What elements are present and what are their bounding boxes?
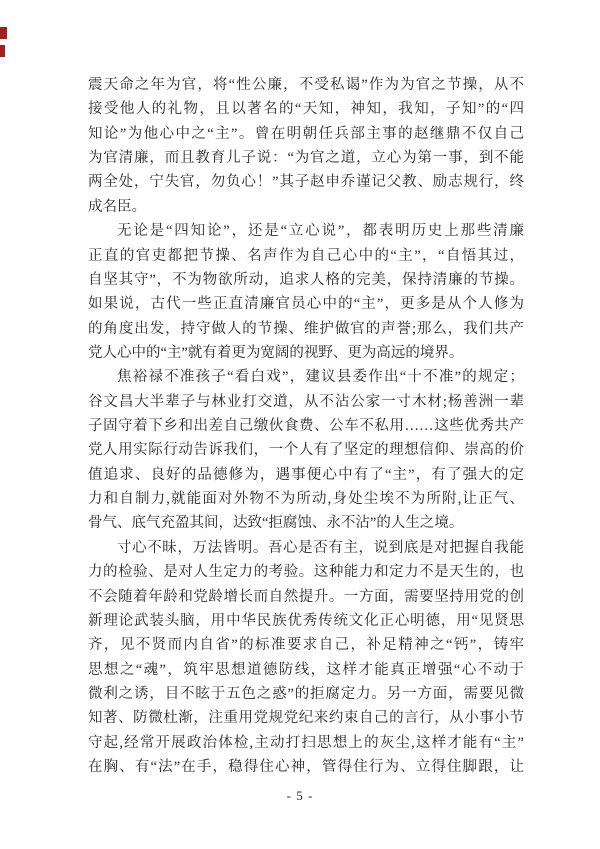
text-line: 新理论武装头脑，用中华民族优秀传统文化正心明德，用“见贤思 bbox=[88, 612, 524, 629]
text-line: 寸心不昧，万法皆明。吾心是否有主，说到底是对把握自我能 bbox=[117, 539, 524, 556]
text-line: 知著、防微杜渐，注重用党规党纪来约束自己的言行，从小事小节 bbox=[88, 710, 524, 727]
text-line: 党人用实际行动告诉我们，一个人有了坚定的理想信仰、崇高的价 bbox=[88, 442, 524, 459]
text-line: 自坚其守”，不为物欲所动，追求人格的完美，保持清廉的节操。 bbox=[88, 271, 524, 288]
text-line: 在胸、有“法”在手，稳得住心神，管得住行为、立得住脚跟，让 bbox=[88, 759, 524, 776]
text-line: 成名臣。 bbox=[88, 198, 146, 215]
text-line: 守起,经常开展政治体检,主动打扫思想上的灰尘,这样才能有“主” bbox=[88, 734, 524, 751]
document-text-block bbox=[88, 73, 524, 779]
text-line: 正直的官吏都把节操、名声作为自己心中的“主”，“自悟其过， bbox=[88, 247, 524, 264]
text-line: 子固守着下乡和出差自己缴伙食费、公车不私用……这些优秀共产 bbox=[88, 418, 524, 435]
text-line: 力和自制力,就能面对外物不为所动,身处尘埃不为所附,让正气、 bbox=[88, 491, 524, 508]
text-line: 思想之“魂”，筑牢思想道德防线，这样才能真正增强“心不动于 bbox=[88, 661, 524, 678]
red-edge-mark bbox=[0, 27, 7, 39]
text-line: 焦裕禄不准孩子“看白戏”，建议县委作出“十不准”的规定； bbox=[117, 369, 524, 386]
text-line: 微利之诱，目不眩于五色之惑”的拒腐定力。另一方面，需要见微 bbox=[88, 685, 524, 702]
text-line: 两全处，宁失官，勿负心！”其子赵申乔谨记父教、励志规行，终 bbox=[88, 174, 524, 191]
text-line: 知论”为他心中之“主”。曾在明朝任兵部主事的赵继鼎不仅自己 bbox=[88, 125, 524, 142]
text-line: 接受他人的礼物，且以著名的“天知，神知，我知，子知”的“四 bbox=[88, 101, 524, 118]
text-line: 如果说，古代一些正直清廉官员心中的“主”，更多是从个人修为 bbox=[88, 296, 524, 313]
page-number: - 5 - bbox=[286, 788, 314, 803]
text-line: 值追求、良好的品德修为，遇事便心中有了“主”，有了强大的定 bbox=[88, 466, 524, 483]
text-line: 为官清廉，而且教育儿子说：“为官之道，立心为第一事，到不能 bbox=[88, 150, 524, 167]
text-line: 党人心中的“主”就有着更为宽阔的视野、更为高远的境界。 bbox=[88, 344, 464, 361]
text-line: 骨气、底气充盈其间，达致“拒腐蚀、永不沾”的人生之境。 bbox=[88, 515, 464, 532]
text-line: 不会随着年龄和党龄增长而自然提升。一方面，需要坚持用党的创 bbox=[88, 588, 524, 605]
text-line: 力的检验、是对人生定力的考验。这种能力和定力不是天生的，也 bbox=[88, 564, 524, 581]
text-line: 谷文昌大半辈子与林业打交道，从不沾公家一寸木材;杨善洲一辈 bbox=[88, 393, 524, 410]
text-line: 震天命之年为官，将“性公廉，不受私谒”作为为官之节操，从不 bbox=[88, 77, 524, 93]
red-edge-mark bbox=[0, 45, 5, 57]
text-line: 无论是“四知论”，还是“立心说”，都表明历史上那些清廉 bbox=[117, 223, 524, 240]
text-line: 齐，见不贤而内自省”的标准要求自己，补足精神之“钙”，铸牢 bbox=[88, 637, 524, 654]
text-line: 的角度出发，持守做人的节操、维护做官的声誉;那么，我们共产 bbox=[88, 320, 524, 337]
